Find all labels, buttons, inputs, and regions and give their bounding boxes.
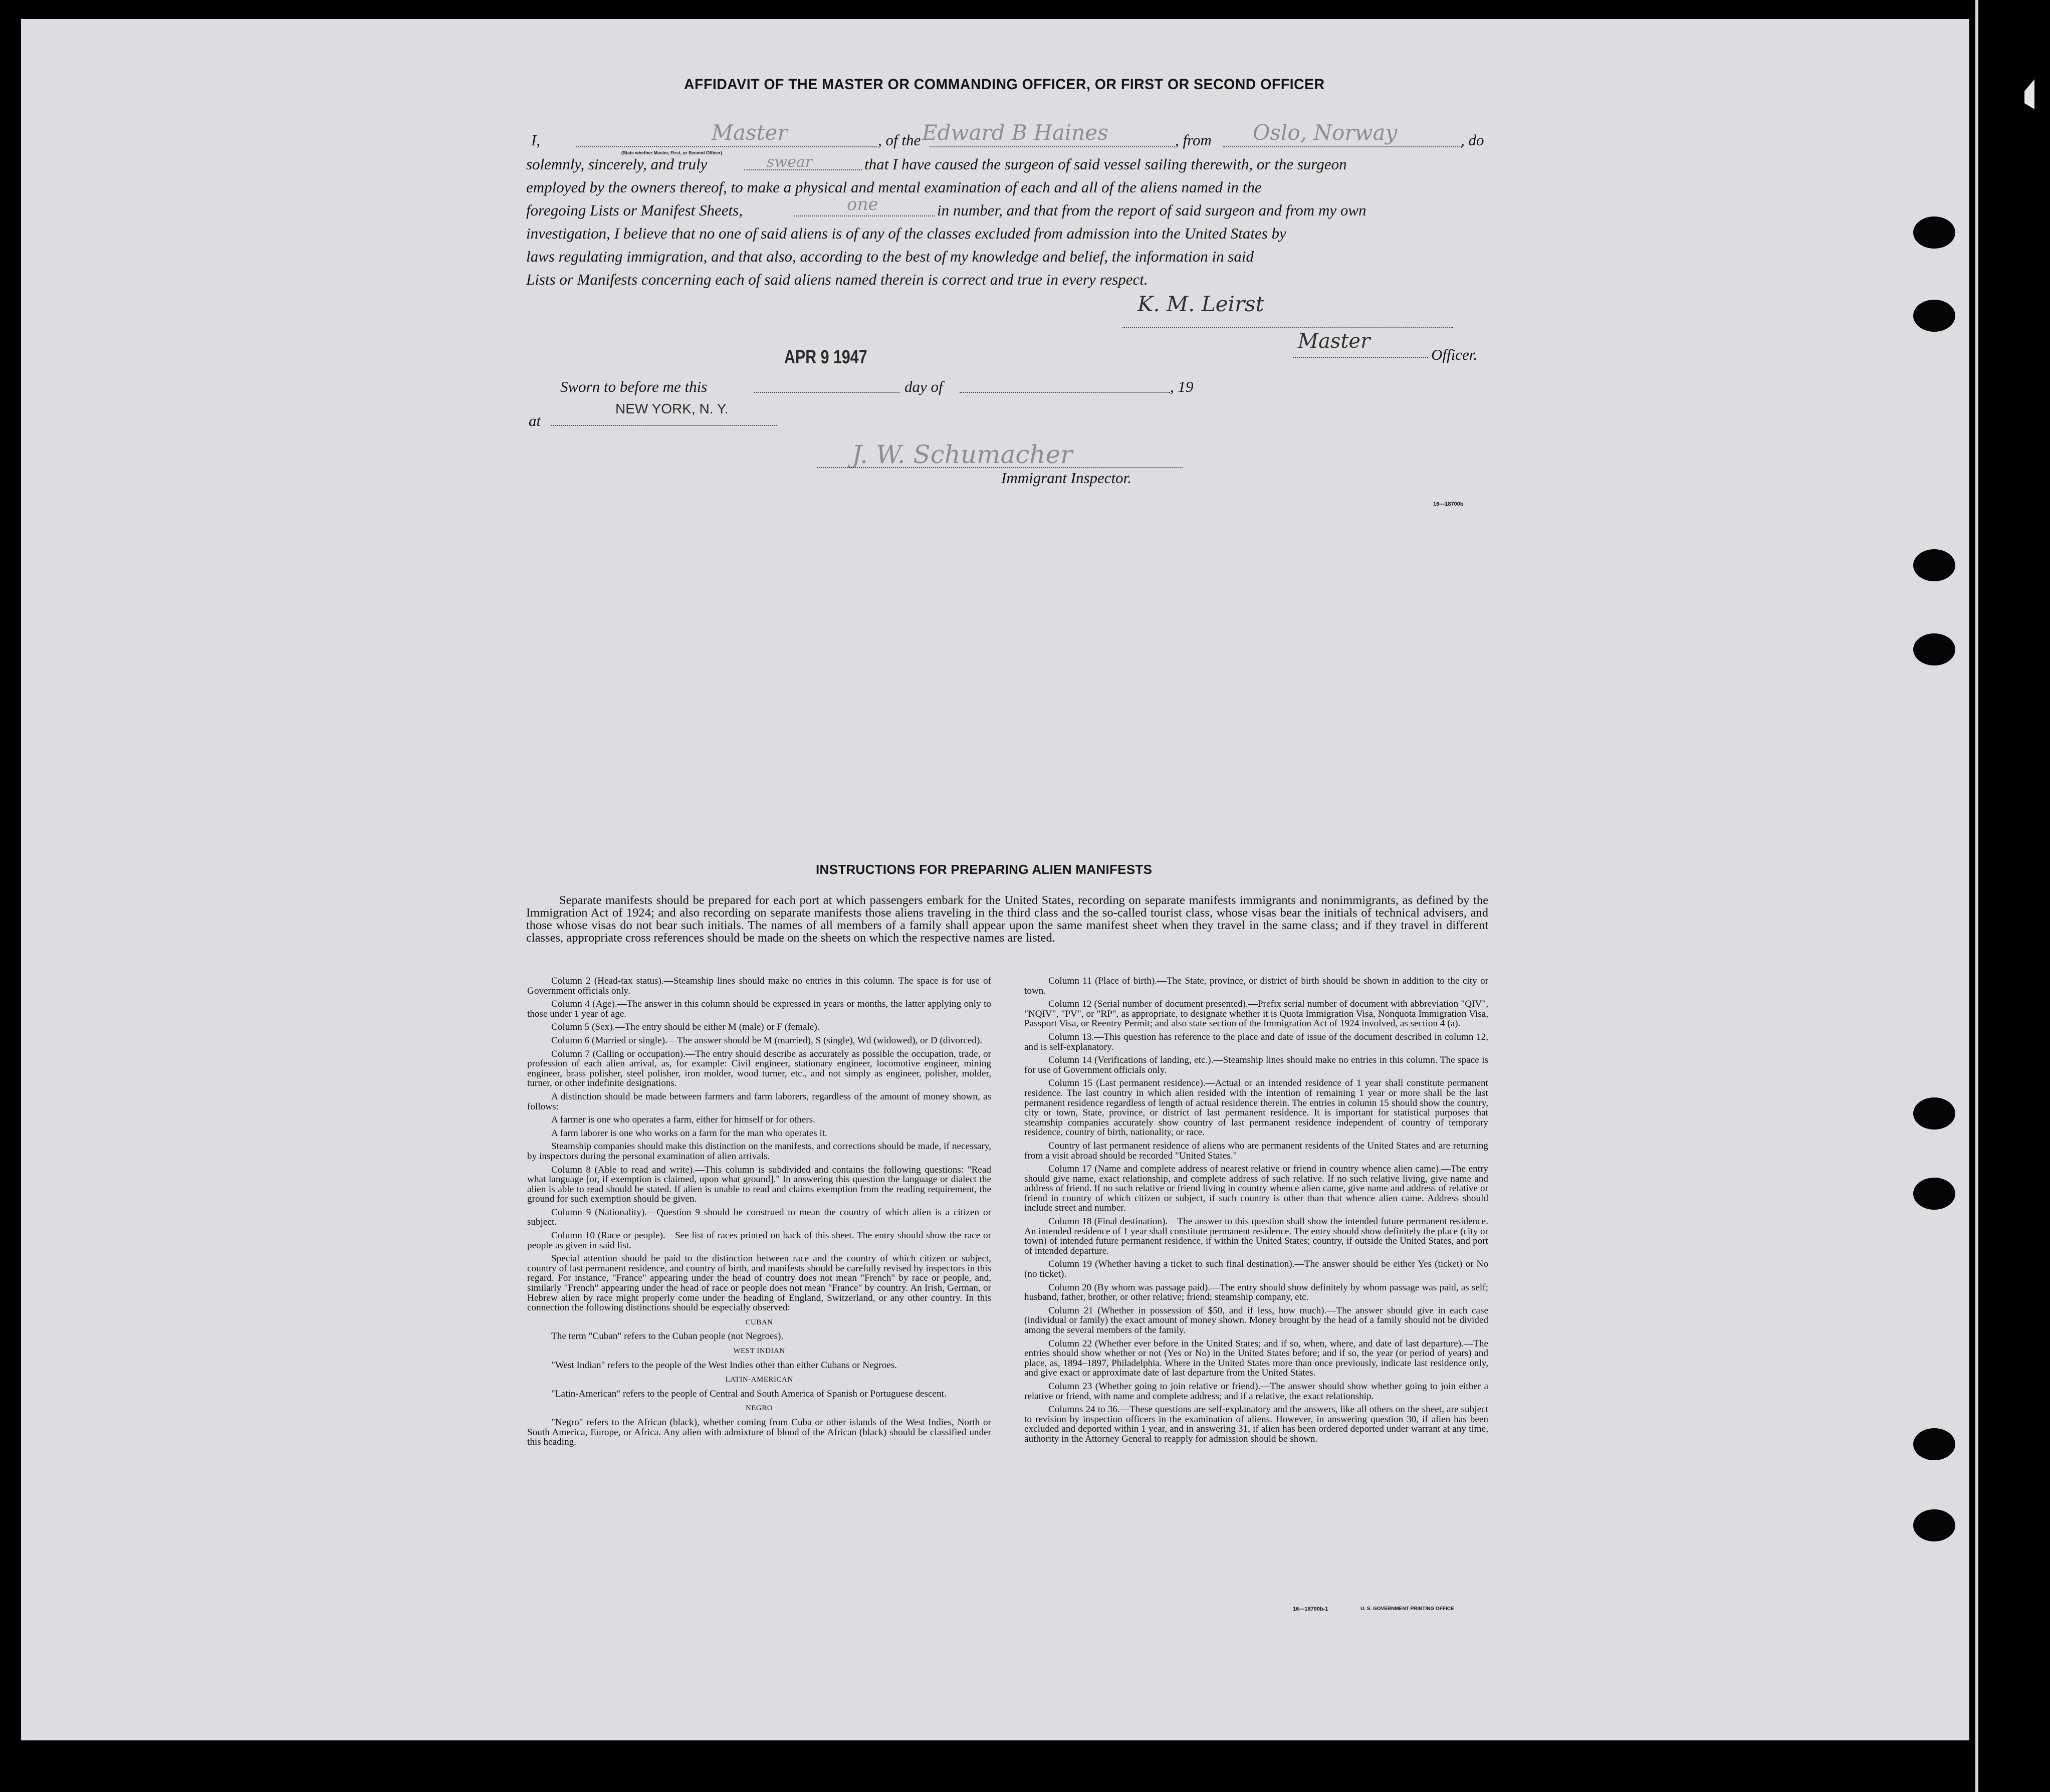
form-number: 16—18700b bbox=[1433, 501, 1464, 507]
instruction-paragraph: A farmer is one who operates a farm, either for himself or for others. bbox=[551, 1114, 815, 1126]
instructions-title: INSTRUCTIONS FOR PREPARING ALIEN MANIFESTS bbox=[816, 862, 1153, 877]
instruction-paragraph: Column 8 (Able to read and write).—This column is subdivided and contains the following questions: "Read what language [or, if exemption is claimed, upon what ground]." In answering this question the language or dialect the alien is able to read should be stated. If alien is unable to read and claims exemption from the reading requirement, the ground for such exemption should be given. bbox=[527, 1164, 991, 1205]
affidavit-text: , from bbox=[1175, 131, 1212, 149]
instruction-paragraph: The term "Cuban" refers to the Cuban people (not Negroes). bbox=[551, 1331, 784, 1342]
section-heading: CUBAN bbox=[745, 1318, 773, 1326]
affidavit-text: foregoing Lists or Manifest Sheets, bbox=[526, 201, 743, 219]
instruction-paragraph: Column 23 (Whether going to join relative or friend).—The answer should show whether going to join either a relative or friend, with name and complete address; and if a relative, the exact relationship. bbox=[1024, 1381, 1488, 1402]
instruction-paragraph: "Negro" refers to the African (black), whether coming from Cuba or other islands of the West Indies, North or South America, Europe, or Africa. Any alien with admixture of blood of the African (black) should be classified under this heading. bbox=[527, 1417, 991, 1448]
punch-hole bbox=[1913, 300, 1955, 332]
signature-line bbox=[1122, 327, 1453, 328]
punch-hole bbox=[1913, 633, 1955, 665]
instruction-paragraph: A distinction should be made between farmers and farm laborers, regardless of the amount of money shown, as follows: bbox=[527, 1091, 991, 1112]
instruction-paragraph: Steamship companies should make this distinction on the manifests, and corrections should be made, if necessary, by inspectors during the personal examination of alien arrivals. bbox=[527, 1141, 991, 1162]
officer-signature: K. M. Leirst bbox=[1137, 292, 1264, 316]
instruction-paragraph: Column 12 (Serial number of document presented).—Prefix serial number of document with abbreviation "QIV", "NQIV", "PV", or "RP", as appropriate, to designate whether it is Quota Immigration Visa, Nonquota Immigration Visa, Passport Visa, or Reentry Permit; and also state section of the Immigration Act of 1924 involved, as section 4 (a). bbox=[1024, 999, 1488, 1029]
from-handwriting: Oslo, Norway bbox=[1253, 120, 1398, 145]
instruction-paragraph: Column 14 (Verifications of landing, etc.).—Steamship lines should make no entries in this column. The space is for use of Government officials only. bbox=[1024, 1055, 1488, 1075]
inspector-label: Immigrant Inspector. bbox=[1001, 469, 1132, 487]
instruction-paragraph: "West Indian" refers to the people of the West Indies other than either Cubans or Negroes. bbox=[551, 1360, 897, 1371]
punch-hole bbox=[1913, 1097, 1955, 1130]
form-number-bottom: 16—18700b-1 bbox=[1293, 1606, 1328, 1612]
rank-blank bbox=[576, 146, 877, 147]
affidavit-text: , do bbox=[1461, 131, 1484, 149]
vessel-handwriting: Edward B Haines bbox=[922, 120, 1108, 145]
date-stamp: APR 9 1947 bbox=[784, 347, 867, 368]
day-of-label: day of bbox=[904, 378, 943, 395]
page-edge-line bbox=[1975, 0, 1978, 1792]
instructions-intro: Separate manifests should be prepared for each port at which passengers embark for the United States, recording on separate manifests immigrants and nonimmigrants, as defined by the Immigration Act of 1924; and also recording on separate manifests those aliens traveling in the third class and the so-called tourist class, whose visas bear the initials of technical advisers, and those whose visas do not bear such initials. The names of all members of a family shall appear upon the same manifest sheet when they travel in the same class; and if they travel in different classes, appropriate cross references should be made on the sheets on which the respective names are listed. bbox=[526, 893, 1488, 945]
affidavit-text: , of the bbox=[878, 131, 921, 149]
instruction-paragraph: Column 6 (Married or single).—The answer should be M (married), S (single), Wd (widowed), or D (divorced). bbox=[551, 1035, 983, 1046]
instruction-paragraph: Column 15 (Last permanent residence).—Actual or an intended residence of 1 year shall constitute permanent residence. The last country in which alien resided with the intention of remaining 1 year or more shall be the last permanent residence regardless of length of actual residence therein. The entries in column 15 should show the country, city or town, State, province, or district of last permanent residence. It is important for statistical purposes that steamship companies accurately show country of last permanent residence independent of country of temporary residence, country of birth, nationality, or race. bbox=[1024, 1078, 1488, 1138]
swear-handwriting: swear bbox=[767, 153, 813, 171]
section-heading: WEST INDIAN bbox=[733, 1347, 785, 1355]
officer-label: Officer. bbox=[1431, 346, 1478, 363]
section-heading: LATIN-AMERICAN bbox=[725, 1376, 793, 1384]
month-blank bbox=[960, 392, 1170, 393]
instruction-paragraph: Column 5 (Sex).—The entry should be either M (male) or F (female). bbox=[551, 1022, 820, 1033]
instruction-paragraph: Column 13.—This question has reference to the place and date of issue of the document described in column 12, and is self-explanatory. bbox=[1024, 1031, 1488, 1052]
punch-hole bbox=[1913, 1509, 1955, 1541]
instruction-paragraph: Column 18 (Final destination).—The answer to this question shall show the intended future permanent residence. An intended residence of 1 year shall constitute permanent residence. The entry should show definitely the place (city or town) of intended future permanent residence, if within the United States; country, if outside the United States, and port of intended departure. bbox=[1024, 1216, 1488, 1256]
count-handwriting: one bbox=[847, 194, 878, 214]
instructions-right-column bbox=[1024, 976, 1488, 1444]
affidavit-text: I, bbox=[531, 131, 541, 149]
instruction-paragraph: Column 7 (Calling or occupation).—The entry should describe as accurately as possible the occupation, trade, or profession of each alien arrival, as, for example: Civil engineer, stationary engineer, locomotive engineer, mining engineer, brass polisher, steel polisher, iron molder, wood turner, etc., and not simply as engineer, polisher, molder, turner, or other indefinite designations. bbox=[527, 1048, 991, 1089]
at-label: at bbox=[529, 412, 541, 429]
rank-note: (State whether Master, First, or Second Officer) bbox=[621, 150, 723, 155]
instruction-paragraph: Column 11 (Place of birth).—The State, province, or district of birth should be shown in addition to the city or town. bbox=[1024, 976, 1488, 996]
punch-hole bbox=[1913, 549, 1955, 581]
instruction-paragraph: Special attention should be paid to the distinction between race and the country of which citizen or subject, country of last permanent residence, and country of birth, and manifests should be carefully revised by inspectors in this regard. For instance, "France" appearing under the head of country does not mean "French" by race or people, and, similarly "French" appearing under the head of race or people does not mean "France" by country. An Irish, German, or Hebrew alien by race might properly come under the heading of England, Switzerland, or any other country. In this connection the following distinctions should be especially observed: bbox=[527, 1253, 991, 1313]
instruction-paragraph: Country of last permanent residence of aliens who are permanent residents of the United States and are returning from a visit abroad should be recorded "United States." bbox=[1024, 1140, 1488, 1161]
affidavit-text: that I have caused the surgeon of said vessel sailing therewith, or the surgeon bbox=[864, 155, 1347, 173]
scan-border bbox=[1969, 0, 2034, 1792]
instruction-paragraph: Columns 24 to 36.—These questions are self-explanatory and the answers, like all others on the sheet, are subject to revision by inspection officers in the examination of aliens. However, in answering question 30, if alien has been excluded and deported within 1 year, and in answering 31, if alien has been ordered deported under warrant at any time, authority in the Attorney General to reapply for admission should be shown. bbox=[1024, 1404, 1488, 1444]
instruction-paragraph: Column 10 (Race or people).—See list of races printed on back of this sheet. The entry should show the race or people as given in said list. bbox=[527, 1230, 991, 1251]
place-blank bbox=[551, 425, 777, 426]
inspector-signature: J. W. Schumacher bbox=[852, 440, 1072, 469]
punch-hole bbox=[1913, 1428, 1955, 1460]
punch-hole bbox=[1913, 1178, 1955, 1210]
printer-credit: U. S. GOVERNMENT PRINTING OFFICE bbox=[1360, 1606, 1454, 1612]
instruction-paragraph: Column 9 (Nationality).—Question 9 should be construed to mean the country of which alien is a citizen or subject. bbox=[527, 1207, 991, 1228]
rank-handwriting: Master bbox=[712, 120, 788, 145]
from-blank bbox=[1223, 146, 1463, 147]
count-blank bbox=[794, 215, 935, 216]
inspector-line bbox=[817, 467, 1183, 468]
affidavit-title: AFFIDAVIT OF THE MASTER OR COMMANDING OFFICER, OR FIRST OR SECOND OFFICER bbox=[684, 76, 1325, 93]
instruction-paragraph: Column 17 (Name and complete address of nearest relative or friend in country whence alien came).—The entry should give name, exact relationship, and complete address of such relative. If no such relative living, give name and address of friend. If no such relative or friend living in country whence alien came, give name and address of relative or friend in country of which citizen or subject, if such country is other than that whence alien came. Address should include street and number. bbox=[1024, 1164, 1488, 1214]
section-heading: NEGRO bbox=[745, 1404, 773, 1413]
affidavit-text: laws regulating immigration, and that also, according to the best of my knowledge and belief, the information in said bbox=[526, 248, 1254, 265]
instruction-paragraph: Column 2 (Head-tax status).—Steamship lines should make no entries in this column. The space is for use of Government officials only. bbox=[527, 976, 991, 996]
affidavit-text: employed by the owners thereof, to make a physical and mental examination of each and all of the aliens named in the bbox=[526, 178, 1262, 196]
instruction-paragraph: Column 4 (Age).—The answer in this column should be expressed in years or months, the latter applying only to those under 1 year of age. bbox=[527, 999, 991, 1019]
affidavit-text: solemnly, sincerely, and truly bbox=[526, 155, 708, 173]
officer-rank-handwriting: Master bbox=[1298, 330, 1371, 353]
place-stamp: NEW YORK, N. Y. bbox=[615, 401, 729, 416]
instruction-paragraph: Column 19 (Whether having a ticket to such final destination).—The answer should be either Yes (ticket) or No (no ticket). bbox=[1024, 1259, 1488, 1280]
affidavit-text: investigation, I believe that no one of said aliens is of any of the classes excluded from admission into the United States by bbox=[526, 225, 1286, 242]
instruction-paragraph: Column 21 (Whether in possession of $50, and if less, how much).—The answer should give in each case (individual or family) the exact amount of money shown. Money brought by the head of a family should not be divided among the several members of the family. bbox=[1024, 1305, 1488, 1335]
instruction-paragraph: Column 20 (By whom was passage paid).—The entry should show definitely by whom passage was paid, as self; husband, father, brother, or other relative; friend; steamship company, etc. bbox=[1024, 1282, 1488, 1303]
punch-hole bbox=[1913, 216, 1955, 249]
vessel-blank bbox=[930, 146, 1175, 147]
instruction-paragraph: Column 22 (Whether ever before in the United States; and if so, when, where, and date of last departure).—The entries should show whether or not (Yes or No) in the United States before; and if so, the year (or period of years) and place, as, 1894–1897, Philadelphia. Where in the United States more than once previously, indicate last residence only, and give exact or approximate date of last departure from the United States. bbox=[1024, 1338, 1488, 1379]
instruction-paragraph: A farm laborer is one who works on a farm for the man who operates it. bbox=[551, 1128, 827, 1139]
year-label: , 19 bbox=[1170, 378, 1194, 395]
officer-rank-line bbox=[1293, 357, 1428, 358]
affidavit-text: Lists or Manifests concerning each of said aliens named therein is correct and true in every respect. bbox=[526, 271, 1148, 288]
day-blank bbox=[754, 392, 899, 393]
affidavit-text: in number, and that from the report of said surgeon and from my own bbox=[937, 201, 1366, 219]
instruction-paragraph: "Latin-American" refers to the people of Central and South America of Spanish or Portuguese descent. bbox=[551, 1388, 947, 1399]
instructions-left-column bbox=[527, 976, 991, 1447]
sworn-label: Sworn to before me this bbox=[560, 378, 708, 395]
